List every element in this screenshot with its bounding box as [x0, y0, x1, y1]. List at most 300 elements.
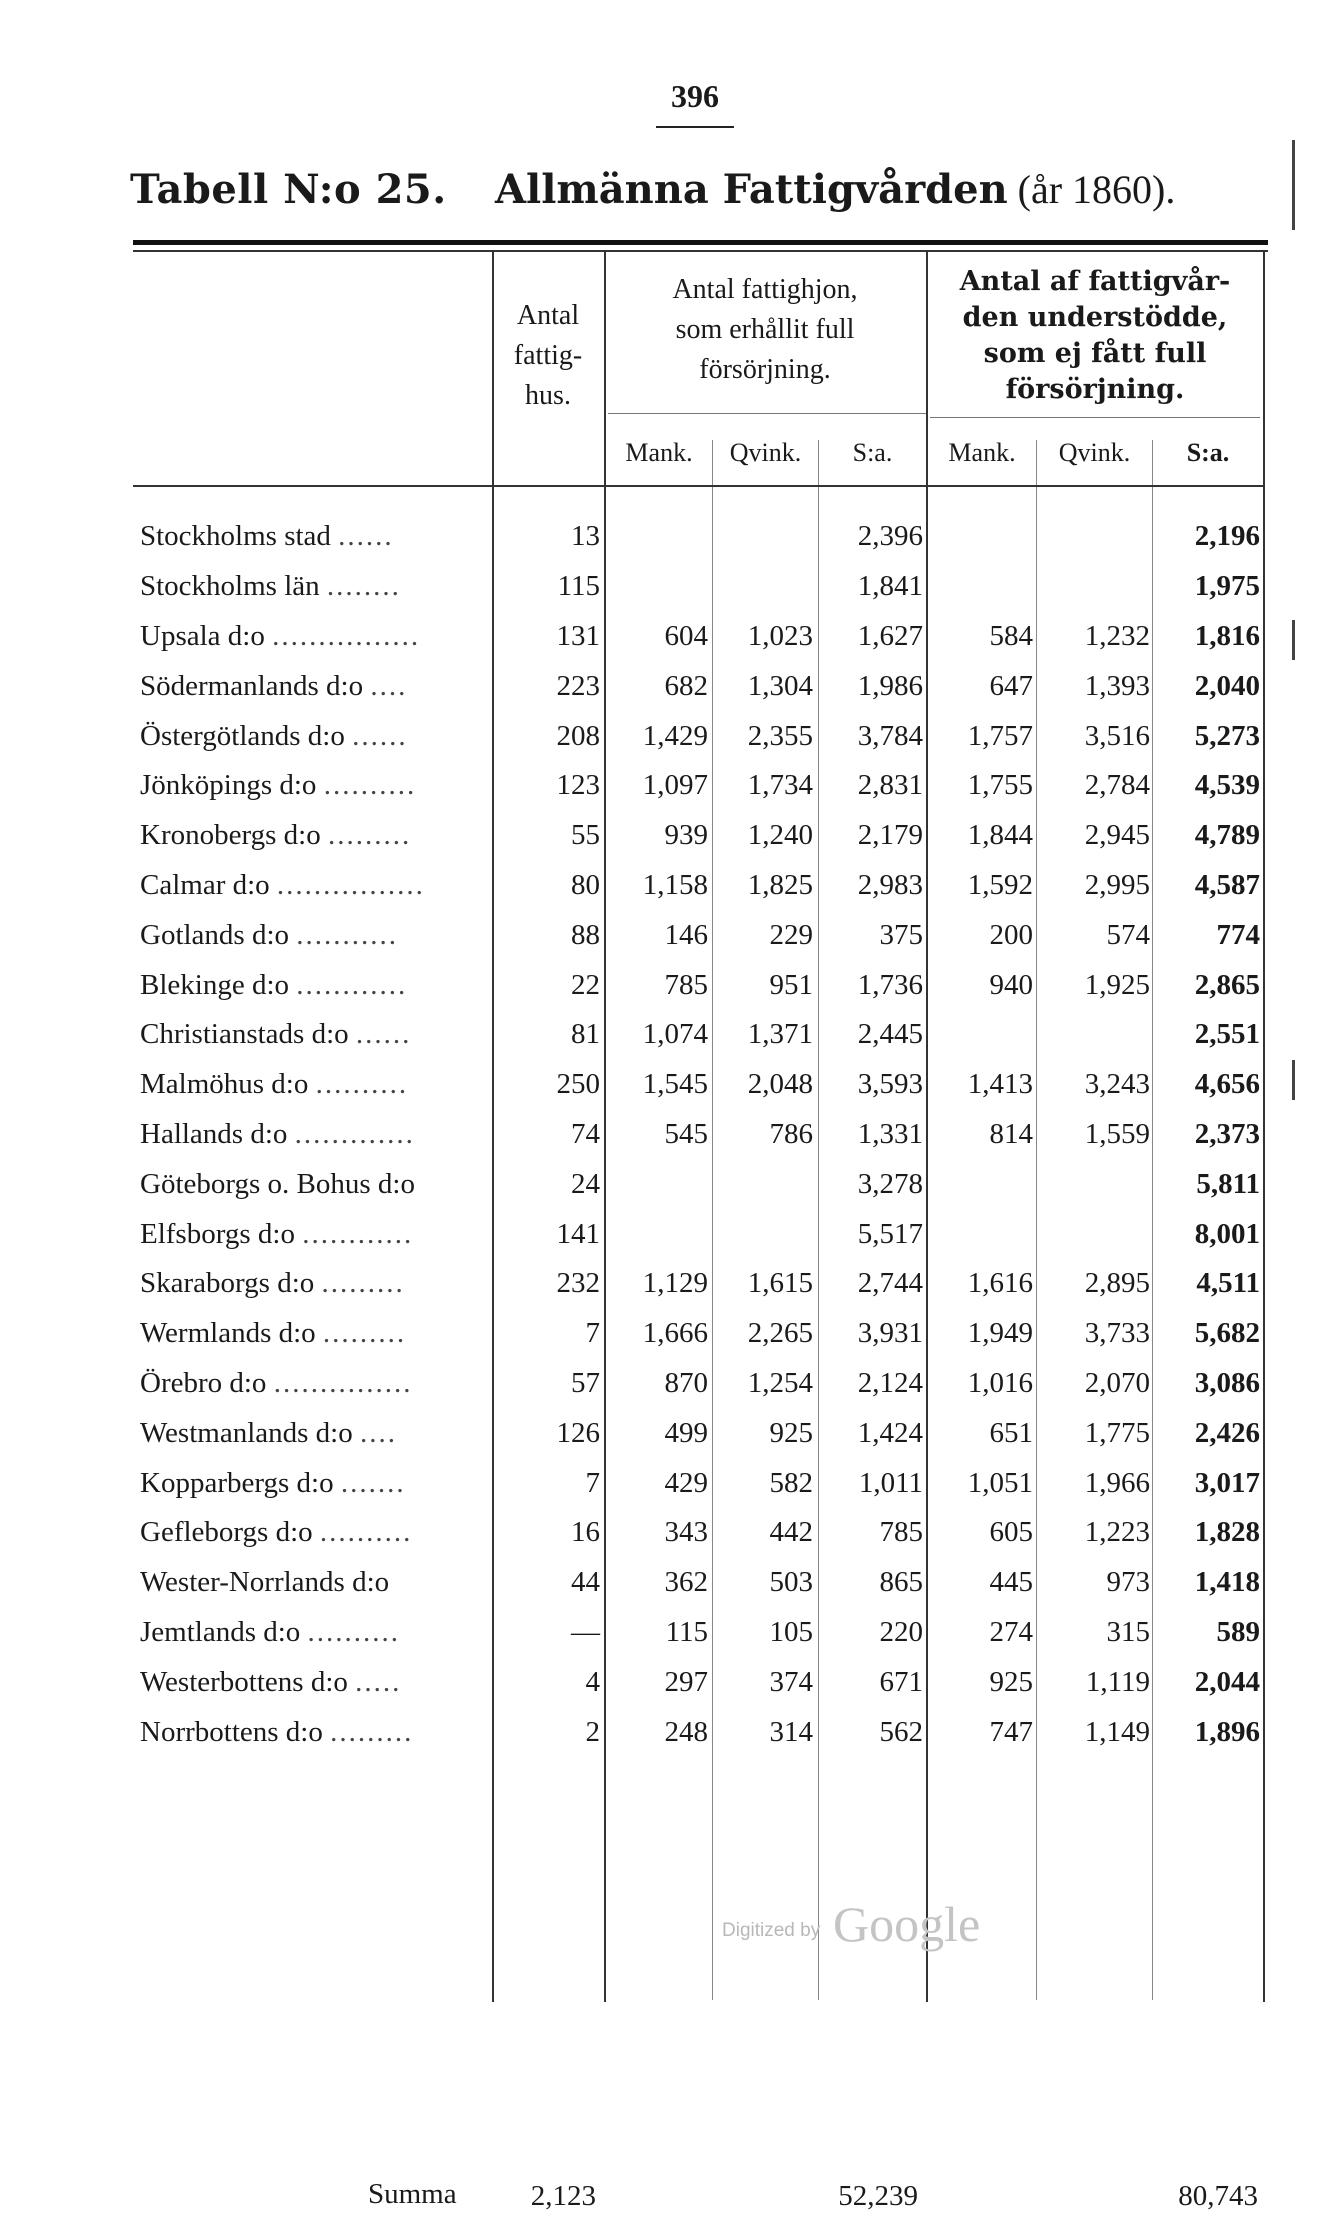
cell-hus: 115 — [557, 570, 600, 603]
cell-m2: 1,413 — [967, 1068, 1033, 1101]
cell-s2: 2,865 — [1194, 968, 1260, 1001]
cell-q1: 951 — [769, 968, 813, 1001]
cell-s2: 3,017 — [1194, 1466, 1260, 1499]
cell-q2: 574 — [1106, 918, 1150, 951]
county-label: Elfsborgs d:o — [140, 1217, 295, 1250]
cell-q2 — [1033, 1010, 1150, 1060]
cell-m1 — [600, 562, 708, 612]
cell-hus: 13 — [571, 520, 600, 553]
subheader-sa-1: S:a. — [852, 438, 893, 467]
cell-q2: 1,925 — [1084, 968, 1150, 1001]
cell-q2: 2,784 — [1084, 769, 1150, 802]
cell-hus: 44 — [571, 1566, 600, 1599]
cell-m2: 925 — [989, 1665, 1033, 1698]
row-county-name — [140, 811, 492, 861]
cell-s1: 3,593 — [857, 1068, 923, 1101]
cell-q2 — [1033, 562, 1150, 612]
header-line: fattig- — [513, 340, 583, 371]
cell-q1: 2,355 — [747, 719, 813, 752]
cell-hus: 7 — [585, 1317, 600, 1350]
leader-dots: ..... — [355, 1665, 402, 1698]
summa-fattighus: 2,123 — [530, 2180, 596, 2212]
county-label: Östergötlands d:o — [140, 719, 345, 752]
header-line: som erhållit full — [675, 314, 855, 345]
county-label: Göteborgs o. Bohus d:o — [140, 1167, 415, 1200]
cell-s1: 2,744 — [857, 1267, 923, 1300]
leader-dots: .......... — [307, 1615, 401, 1648]
cell-s1: 5,517 — [857, 1217, 923, 1250]
cell-q2: 3,243 — [1084, 1068, 1150, 1101]
table-row — [140, 1608, 1260, 1658]
row-county-name — [140, 861, 492, 911]
header-line: Antal fattighjon, — [672, 274, 858, 305]
cell-s2: 2,044 — [1194, 1665, 1260, 1698]
cell-s1: 1,841 — [857, 570, 923, 603]
cell-m1: 343 — [664, 1516, 708, 1549]
row-county-name — [140, 1259, 492, 1309]
cell-s1: 2,831 — [857, 769, 923, 802]
header-line: den understödde, — [962, 302, 1228, 333]
subheader-mank-2: Mank. — [948, 438, 1016, 467]
cell-m2: 647 — [989, 669, 1033, 702]
county-label: Gotlands d:o — [140, 918, 290, 951]
subheader-qvink-2: Qvink. — [1058, 438, 1131, 467]
cell-q2: 1,559 — [1084, 1117, 1150, 1150]
cell-m1: 1,429 — [642, 719, 708, 752]
cell-m2: 1,592 — [967, 868, 1033, 901]
title-main: Allmänna Fattigvården — [495, 166, 1008, 213]
column-divider — [1263, 252, 1265, 2002]
cell-hus: 141 — [556, 1217, 600, 1250]
cell-q2: 3,733 — [1084, 1317, 1150, 1350]
data-table — [140, 512, 1260, 1757]
county-label: Norrbottens d:o — [140, 1715, 323, 1748]
cell-m1 — [600, 1209, 708, 1259]
subheader-sa-2: S:a. — [1186, 438, 1230, 467]
cell-s1: 220 — [879, 1615, 923, 1648]
edge-mark — [1292, 620, 1295, 660]
row-county-name — [140, 1209, 492, 1259]
cell-q1: 1,023 — [747, 619, 813, 652]
subheader-qvink-1: Qvink. — [729, 438, 802, 467]
cell-m1: 115 — [665, 1615, 708, 1648]
cell-q2: 973 — [1106, 1566, 1150, 1599]
table-row — [140, 661, 1260, 711]
county-label: Kopparbergs d:o — [140, 1466, 334, 1499]
edge-mark — [1292, 1060, 1295, 1100]
summa-label: Summa — [368, 2178, 457, 2210]
cell-s2: 1,418 — [1194, 1566, 1260, 1599]
table-row — [140, 861, 1260, 911]
row-county-name — [140, 1060, 492, 1110]
cell-hus: 126 — [556, 1416, 600, 1449]
cell-s1: 2,396 — [857, 520, 923, 553]
table-row — [140, 711, 1260, 761]
cell-q2: 1,393 — [1084, 669, 1150, 702]
header-line: försörjning. — [699, 354, 831, 385]
header-line: Antal — [516, 300, 580, 331]
table-row — [140, 612, 1260, 662]
cell-q2: 1,232 — [1084, 619, 1150, 652]
cell-q2: 3,516 — [1084, 719, 1150, 752]
cell-s2: 4,511 — [1196, 1267, 1260, 1300]
table-row — [140, 1110, 1260, 1160]
cell-hus: 232 — [556, 1267, 600, 1300]
cell-hus: 16 — [571, 1516, 600, 1549]
cell-s2: 2,040 — [1194, 669, 1260, 702]
cell-hus: 250 — [556, 1068, 600, 1101]
cell-m2 — [923, 512, 1033, 562]
table-row — [140, 1458, 1260, 1508]
cell-m2: 814 — [989, 1117, 1033, 1150]
cell-q1: 1,825 — [747, 868, 813, 901]
top-rule-thick — [133, 240, 1268, 245]
edge-mark — [1292, 140, 1295, 230]
cell-s2: 2,426 — [1194, 1416, 1260, 1449]
leader-dots: .... — [370, 669, 408, 702]
row-county-name — [140, 1159, 492, 1209]
cell-m1 — [600, 1159, 708, 1209]
row-county-name — [140, 661, 492, 711]
cell-m1: 297 — [664, 1665, 708, 1698]
table-row — [140, 562, 1260, 612]
cell-m2: 651 — [989, 1416, 1033, 1449]
cell-q2: 1,119 — [1085, 1665, 1150, 1698]
cell-q1: 1,615 — [747, 1267, 813, 1300]
leader-dots: ................ — [276, 868, 425, 901]
leader-dots: .... — [359, 1416, 397, 1449]
leader-dots: ............ — [296, 968, 408, 1001]
cell-m2: 1,949 — [967, 1317, 1033, 1350]
cell-s1: 3,278 — [857, 1167, 923, 1200]
table-row — [140, 761, 1260, 811]
cell-q1 — [708, 562, 813, 612]
leader-dots: ...... — [352, 719, 408, 752]
cell-q1: 582 — [769, 1466, 813, 1499]
header-line: Antal af fattigvår- — [959, 266, 1231, 297]
cell-s2: 8,001 — [1194, 1217, 1260, 1250]
cell-hus: 24 — [571, 1167, 600, 1200]
cell-s1: 562 — [879, 1715, 923, 1748]
cell-s2: 774 — [1216, 918, 1260, 951]
cell-q1: 105 — [769, 1615, 813, 1648]
cell-q2: 2,945 — [1084, 819, 1150, 852]
cell-s2: 4,789 — [1194, 819, 1260, 852]
row-county-name — [140, 1657, 492, 1707]
cell-s2: 1,816 — [1194, 619, 1260, 652]
table-row — [140, 1359, 1260, 1409]
county-label: Gefleborgs d:o — [140, 1516, 313, 1549]
leader-dots: ................ — [272, 619, 421, 652]
page-number-rule — [656, 126, 734, 128]
row-county-name — [140, 1608, 492, 1658]
county-label: Kronobergs d:o — [140, 819, 321, 852]
cell-q1: 1,254 — [747, 1366, 813, 1399]
cell-q2: 2,995 — [1084, 868, 1150, 901]
cell-m1: 545 — [664, 1117, 708, 1150]
cell-m1: 1,074 — [642, 1018, 708, 1051]
county-label: Hallands d:o — [140, 1117, 288, 1150]
cell-hus: 55 — [571, 819, 600, 852]
cell-s2: 2,551 — [1194, 1018, 1260, 1051]
cell-m2: 584 — [989, 619, 1033, 652]
row-county-name — [140, 1508, 492, 1558]
cell-hus: 123 — [556, 769, 600, 802]
cell-s2: 1,828 — [1194, 1516, 1260, 1549]
table-row — [140, 1010, 1260, 1060]
cell-m2: 1,051 — [967, 1466, 1033, 1499]
table-row — [140, 1159, 1260, 1209]
cell-hus: 80 — [571, 868, 600, 901]
county-label: Wermlands d:o — [140, 1317, 316, 1350]
cell-hus: 74 — [571, 1117, 600, 1150]
county-label: Örebro d:o — [140, 1366, 267, 1399]
cell-m1 — [600, 512, 708, 562]
county-label: Stockholms stad — [140, 520, 331, 553]
cell-q1: 229 — [769, 918, 813, 951]
cell-s2: 589 — [1216, 1615, 1260, 1648]
header-subrule — [608, 413, 926, 414]
row-county-name — [140, 761, 492, 811]
cell-s2: 5,682 — [1194, 1317, 1260, 1350]
row-county-name — [140, 910, 492, 960]
table-row — [140, 1408, 1260, 1458]
cell-m1: 1,097 — [642, 769, 708, 802]
leader-dots: ......... — [321, 1267, 405, 1300]
cell-s1: 3,931 — [857, 1317, 923, 1350]
leader-dots: ............. — [294, 1117, 415, 1150]
cell-m1: 146 — [664, 918, 708, 951]
table-row — [140, 1060, 1260, 1110]
county-label: Wester-Norrlands d:o — [140, 1566, 390, 1599]
cell-m2: 1,016 — [967, 1366, 1033, 1399]
county-label: Blekinge d:o — [140, 968, 290, 1001]
cell-m2: 1,757 — [967, 719, 1033, 752]
row-county-name — [140, 711, 492, 761]
header-line: som ej fått full — [983, 338, 1207, 369]
cell-q1 — [708, 1159, 813, 1209]
cell-s1: 865 — [879, 1566, 923, 1599]
cell-hus: 223 — [556, 669, 600, 702]
header-antal-fattighus — [495, 296, 601, 416]
cell-q2: 2,070 — [1084, 1366, 1150, 1399]
header-subrule — [930, 417, 1260, 418]
leader-dots: .......... — [323, 769, 417, 802]
leader-dots: ......... — [330, 1715, 414, 1748]
cell-hus: 88 — [571, 918, 600, 951]
table-row — [140, 960, 1260, 1010]
cell-m1: 785 — [664, 968, 708, 1001]
cell-s2: 4,656 — [1194, 1068, 1260, 1101]
cell-hus: 208 — [556, 719, 600, 752]
cell-m2 — [923, 1209, 1033, 1259]
cell-m2: 747 — [989, 1715, 1033, 1748]
cell-q2: 1,149 — [1084, 1715, 1150, 1748]
cell-s2: 5,811 — [1196, 1167, 1260, 1200]
header-bottom-rule — [133, 485, 1263, 487]
row-county-name — [140, 562, 492, 612]
cell-q1: 374 — [769, 1665, 813, 1698]
cell-s1: 1,331 — [857, 1117, 923, 1150]
cell-s2: 3,086 — [1194, 1366, 1260, 1399]
cell-hus: 131 — [556, 619, 600, 652]
leader-dots: ......... — [327, 819, 412, 852]
cell-m2: 940 — [989, 968, 1033, 1001]
cell-q1: 503 — [769, 1566, 813, 1599]
header-full-forsorjning — [610, 270, 920, 390]
header-understodde — [930, 264, 1260, 408]
title-year: (år 1860). — [1017, 167, 1176, 212]
cell-hus: 2 — [585, 1715, 600, 1748]
cell-m1: 939 — [664, 819, 708, 852]
county-label: Stockholms län — [140, 570, 320, 603]
cell-hus: 81 — [571, 1018, 600, 1051]
cell-s2: 2,373 — [1194, 1117, 1260, 1150]
cell-q1: 1,240 — [747, 819, 813, 852]
cell-m2: 1,844 — [967, 819, 1033, 852]
county-label: Jönköpings d:o — [140, 769, 317, 802]
subheader-mank-1: Mank. — [625, 438, 693, 467]
cell-m1: 1,158 — [642, 868, 708, 901]
cell-q2: 315 — [1106, 1615, 1150, 1648]
cell-m2: 1,755 — [967, 769, 1033, 802]
cell-m2 — [923, 562, 1033, 612]
cell-s2: 4,587 — [1194, 868, 1260, 901]
leader-dots: ........... — [296, 918, 399, 951]
row-county-name — [140, 512, 492, 562]
leader-dots: ........ — [326, 570, 401, 603]
summa-understodde: 80,743 — [1178, 2180, 1258, 2212]
cell-s2: 1,975 — [1194, 570, 1260, 603]
google-logo: Google — [833, 1896, 981, 1952]
cell-m2: 200 — [989, 918, 1033, 951]
table-row — [140, 512, 1260, 562]
cell-hus: 4 — [585, 1665, 600, 1698]
cell-q2 — [1033, 512, 1150, 562]
cell-q1: 1,734 — [747, 769, 813, 802]
cell-s1: 1,424 — [857, 1416, 923, 1449]
table-row — [140, 1209, 1260, 1259]
cell-q1: 442 — [769, 1516, 813, 1549]
table-row — [140, 1309, 1260, 1359]
cell-m1: 870 — [664, 1366, 708, 1399]
county-label: Calmar d:o — [140, 868, 270, 901]
page-number: 396 — [671, 78, 719, 114]
leader-dots: ......... — [322, 1317, 407, 1350]
cell-hus: 57 — [571, 1366, 600, 1399]
leader-dots: ...... — [355, 1018, 412, 1051]
cell-m1: 248 — [664, 1715, 708, 1748]
cell-m2: 1,616 — [967, 1267, 1033, 1300]
county-label: Christianstads d:o — [140, 1018, 349, 1051]
county-label: Skaraborgs d:o — [140, 1267, 315, 1300]
table-row — [140, 1657, 1260, 1707]
county-label: Westmanlands d:o — [140, 1416, 353, 1449]
header-line: försörjning. — [1005, 374, 1185, 405]
cell-m1: 429 — [664, 1466, 708, 1499]
cell-s1: 1,736 — [857, 968, 923, 1001]
row-county-name — [140, 612, 492, 662]
cell-q1: 786 — [769, 1117, 813, 1150]
cell-q1: 2,048 — [747, 1068, 813, 1101]
cell-m2: 605 — [989, 1516, 1033, 1549]
table-row — [140, 1508, 1260, 1558]
cell-m2 — [923, 1010, 1033, 1060]
table-row — [140, 1707, 1260, 1757]
cell-m2: 274 — [989, 1615, 1033, 1648]
table-label: Tabell N:o 25. — [130, 166, 447, 213]
cell-s1: 2,124 — [857, 1366, 923, 1399]
leader-dots: ............ — [302, 1217, 414, 1250]
leader-dots: ....... — [340, 1466, 406, 1499]
cell-q2: 1,223 — [1084, 1516, 1150, 1549]
county-label: Malmöhus d:o — [140, 1068, 309, 1101]
row-county-name — [140, 1458, 492, 1508]
cell-q2: 2,895 — [1084, 1267, 1150, 1300]
table-row — [140, 910, 1260, 960]
cell-m1: 682 — [664, 669, 708, 702]
county-label: Westerbottens d:o — [140, 1665, 348, 1698]
top-rule-thin — [133, 250, 1268, 252]
cell-s1: 3,784 — [857, 719, 923, 752]
county-label: Jemtlands d:o — [140, 1615, 301, 1648]
summa-full-forsorjning: 52,239 — [838, 2180, 918, 2212]
header-line: hus. — [525, 380, 571, 411]
row-county-name — [140, 1010, 492, 1060]
cell-m1: 1,545 — [642, 1068, 708, 1101]
cell-s1: 1,986 — [857, 669, 923, 702]
table-row — [140, 1558, 1260, 1608]
table-row — [140, 811, 1260, 861]
cell-s1: 1,627 — [857, 619, 923, 652]
cell-s1: 375 — [879, 918, 923, 951]
cell-q1 — [708, 512, 813, 562]
cell-m2: 445 — [989, 1566, 1033, 1599]
cell-m2 — [923, 1159, 1033, 1209]
cell-q2 — [1033, 1209, 1150, 1259]
cell-s2: 5,273 — [1194, 719, 1260, 752]
row-county-name — [140, 960, 492, 1010]
cell-m1: 604 — [664, 619, 708, 652]
cell-m1: 1,129 — [642, 1267, 708, 1300]
row-county-name — [140, 1408, 492, 1458]
cell-q1: 1,304 — [747, 669, 813, 702]
cell-m1: 362 — [664, 1566, 708, 1599]
county-label: Upsala d:o — [140, 619, 265, 652]
cell-s2: 4,539 — [1194, 769, 1260, 802]
cell-q1 — [708, 1209, 813, 1259]
cell-s1: 2,445 — [857, 1018, 923, 1051]
cell-s1: 1,011 — [858, 1466, 923, 1499]
row-county-name — [140, 1558, 492, 1608]
row-county-name — [140, 1707, 492, 1757]
cell-q2: 1,775 — [1084, 1416, 1150, 1449]
cell-q1: 1,371 — [747, 1018, 813, 1051]
cell-q1: 314 — [769, 1715, 813, 1748]
cell-s1: 2,983 — [857, 868, 923, 901]
cell-m1: 499 — [664, 1416, 708, 1449]
cell-s1: 671 — [879, 1665, 923, 1698]
page-title — [495, 166, 1175, 213]
cell-hus: 7 — [585, 1466, 600, 1499]
leader-dots: ...... — [338, 520, 394, 553]
cell-s2: 2,196 — [1194, 520, 1260, 553]
cell-hus: 22 — [571, 968, 600, 1001]
cell-q1: 2,265 — [747, 1317, 813, 1350]
leader-dots: .......... — [315, 1068, 409, 1101]
cell-hus: — — [571, 1615, 600, 1648]
cell-q2: 1,966 — [1084, 1466, 1150, 1499]
